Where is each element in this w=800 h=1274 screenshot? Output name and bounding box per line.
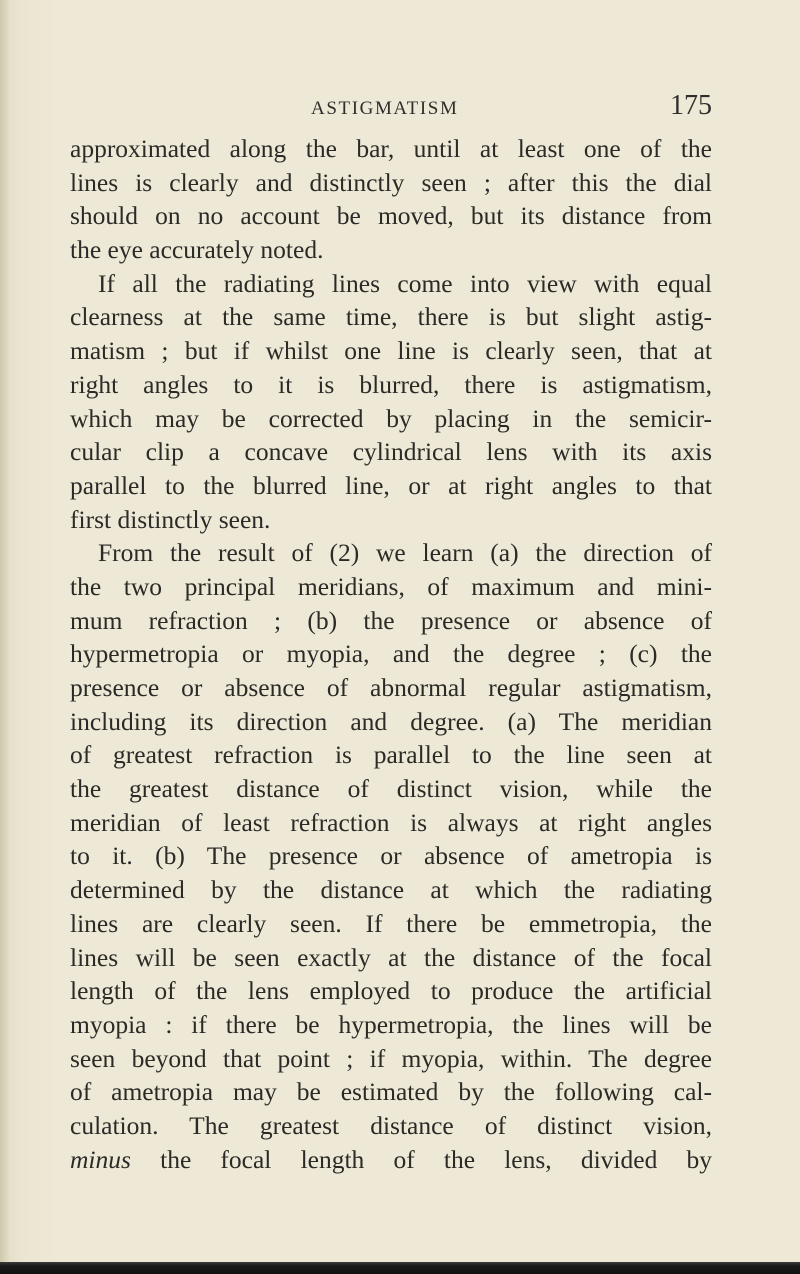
page-header (70, 90, 712, 126)
text-line: which may be corrected by placing in the semicir- (70, 403, 712, 433)
text-line-remainder: the focal length of the lens, divided by (160, 1144, 712, 1174)
text-line: first distinctly seen. (70, 504, 271, 534)
text-line: length of the lens employed to produce the artificial (70, 976, 712, 1006)
text-line: to it. (b) The presence or absence of ametropia is (70, 841, 712, 871)
italic-word: minus (70, 1144, 131, 1174)
text-line: of greatest refraction is parallel to the line seen at (70, 740, 712, 770)
text-line: matism ; but if whilst one line is clearly seen, that at (70, 336, 712, 366)
text-line: including its direction and degree. (a) The meridian (70, 706, 712, 736)
text-line: hypermetropia or myopia, and the degree ; (c) the (70, 639, 712, 669)
text-line: right angles to it is blurred, there is astigmatism, (70, 369, 712, 399)
text-line: approximated along the bar, until at least one of the (70, 134, 712, 163)
text-line: clearness at the same time, there is but slight astig- (70, 302, 712, 332)
text-line: the two principal meridians, of maximum and mini- (70, 571, 712, 601)
text-line: myopia : if there be hypermetropia, the lines will be (70, 1009, 712, 1039)
text-line: lines is clearly and distinctly seen ; after this the dial (70, 167, 712, 197)
text-line: the eye accurately noted. (70, 235, 324, 265)
text-line: lines are clearly seen. If there be emmetropia, the (70, 908, 712, 938)
text-line: seen beyond that point ; if myopia, within. The degree (70, 1043, 712, 1073)
text-line: From the result of (2) we learn (a) the direction of (98, 538, 712, 568)
text-line-final (70, 1143, 712, 1177)
text-line: parallel to the blurred line, or at right angles to that (70, 470, 712, 500)
text-line: presence or absence of abnormal regular astigmatism, (70, 673, 712, 702)
page-bottom-edge (0, 1262, 800, 1274)
text-line: culation. The greatest distance of distinct vision, (70, 1110, 712, 1140)
text-line: should on no account be moved, but its distance from (70, 201, 712, 231)
body-text (70, 132, 712, 1176)
spine-shadow (0, 0, 10, 1274)
text-line: meridian of least refraction is always at right angles (70, 807, 712, 837)
page-number: 175 (670, 90, 712, 121)
running-head: ASTIGMATISM (311, 98, 459, 119)
text-line: cular clip a concave cylindrical lens with its axis (70, 437, 712, 467)
text-line: mum refraction ; (b) the presence or absence of (70, 605, 712, 635)
text-line: the greatest distance of distinct vision, while the (70, 774, 712, 804)
text-line: lines will be seen exactly at the distance of the focal (70, 942, 712, 972)
text-line: of ametropia may be estimated by the following cal- (70, 1077, 712, 1107)
text-line: If all the radiating lines come into view with equal (98, 268, 712, 298)
text-line: determined by the distance at which the radiating (70, 875, 712, 905)
